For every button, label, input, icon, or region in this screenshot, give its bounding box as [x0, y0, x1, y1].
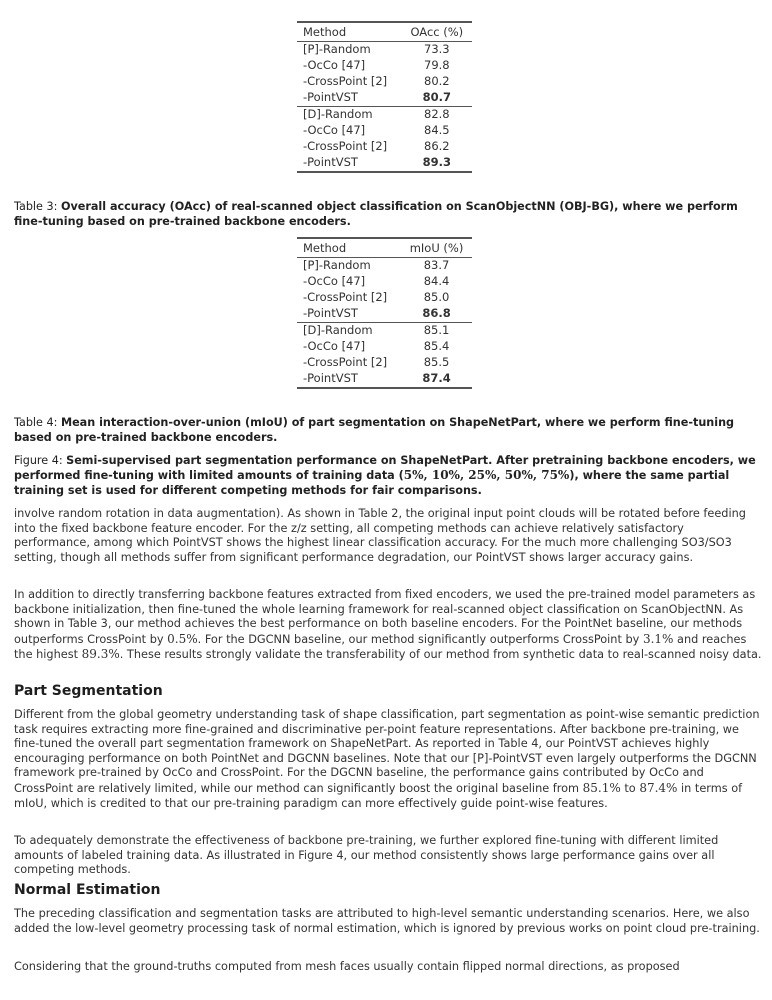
- table-row: [297, 123, 472, 139]
- math-value: 0.5%: [167, 631, 198, 646]
- table-row: [297, 355, 472, 371]
- caption-text-before: Semi-supervised part segmentation performance on ShapeNetPart. After pretraining backbone encoders, we performed fine-tuning with limited amounts of training data (: [14, 454, 756, 482]
- value-cell: 85.1: [401, 323, 472, 340]
- paragraph-text: . For the DGCNN baseline, our method significantly outperforms CrossPoint by: [197, 632, 643, 646]
- table-row: [297, 107, 472, 124]
- best-value-cell: 80.7: [422, 90, 451, 105]
- table-row: [297, 139, 472, 155]
- math-value: 89.3%: [81, 647, 120, 662]
- paragraph-text: to: [620, 781, 640, 795]
- paragraph: The preceding classification and segmentation tasks are attributed to high-level semantic understanding scenarios. Here, we also added the low-level geometry processing task of normal estimation, which is ignored by previous works on point cloud pre-training.: [14, 907, 760, 935]
- table-row: [297, 90, 472, 107]
- caption-text-after: ), where the same partial training set is used for different competing methods for fair comparisons.: [14, 469, 730, 497]
- math-value: 85.1%: [582, 780, 621, 795]
- method-cell: [D]-Random: [297, 107, 402, 124]
- value-cell: 83.7: [423, 258, 450, 273]
- paragraph: involve random rotation in data augmentation). As shown in Table 2, the original input point clouds will be rotated before feeding into the fixed backbone feature encoder. For the z/z setting, all competing methods can achieve relatively satisfactory performance, among which PointVST shows the highest linear classification accuracy. For the much more challenging SO3/SO3 setting, though all methods suffer from significant performance degradation, our PointVST shows larger accuracy gains.: [14, 507, 746, 564]
- method-cell: -CrossPoint [2]: [303, 74, 388, 89]
- best-value-cell: 87.4: [422, 371, 451, 386]
- paragraph: Considering that the ground-truths computed from mesh faces usually contain flipped normal directions, as proposed: [14, 960, 680, 973]
- method-cell: -PointVST: [303, 155, 358, 170]
- method-cell: -OcCo [47]: [303, 123, 366, 138]
- method-cell: -CrossPoint [2]: [303, 139, 388, 154]
- paragraph-text: Different from the global geometry understanding task of shape classification, part segmentation as point-wise semantic prediction task requires extracting more fine-grained and discriminative per-point feature representations. After backbone pre-training, we fine-tuned the overall part segmentation framework on ShapeNetPart. As reported in Table 4, our PointVST achieves highly encouraging performance on both PointNet and DGCNN baselines. Note that our [P]-PointVST even largely outperforms the DGCNN framework pre-trained by OcCo and CrossPoint. For the DGCNN baseline, the performance gains contributed by OcCo and CrossPoint are relatively limited, while our method can significantly boost the original baseline from: [14, 708, 760, 795]
- value-cell: 85.4: [423, 339, 450, 354]
- column-header-method: Method: [297, 238, 401, 258]
- math-value: 87.4%: [639, 780, 678, 795]
- column-header-miou: mIoU (%): [401, 238, 472, 258]
- caption-text: Overall accuracy (OAcc) of real-scanned object classification on ScanObjectNN (OBJ-BG), where we perform fine-tuning based on pre-trained backbone encoders.: [14, 200, 738, 228]
- table-row: [297, 155, 472, 172]
- caption-percentages: 5%, 10%, 25%, 50%, 75%: [403, 468, 570, 482]
- method-cell: -PointVST: [303, 371, 358, 386]
- column-header-oacc: OAcc (%): [402, 22, 472, 42]
- method-cell: -CrossPoint [2]: [303, 290, 388, 305]
- value-cell: 84.4: [423, 274, 450, 289]
- method-cell: -PointVST: [303, 90, 358, 105]
- table-row: [297, 258, 472, 275]
- caption-label: Table 4:: [14, 416, 61, 429]
- value-cell: 82.8: [402, 107, 472, 124]
- paragraph: [14, 588, 762, 663]
- table3-caption: [14, 199, 762, 229]
- paragraph-text: and reaches the highest: [14, 632, 747, 662]
- table-oacc: [297, 21, 472, 173]
- method-cell: -OcCo [47]: [303, 339, 366, 354]
- section-heading-normal-estimation: Normal Estimation: [14, 882, 161, 898]
- value-cell: 85.5: [423, 355, 450, 370]
- value-cell: 73.3: [424, 42, 450, 57]
- caption-label: Table 3:: [14, 200, 61, 213]
- table-miou: [297, 237, 472, 389]
- column-header-method: Method: [297, 22, 402, 42]
- paragraph-text: . These results strongly validate the transferability of our method from synthetic data to real-scanned noisy data.: [119, 648, 762, 662]
- table-header-row: [297, 238, 472, 258]
- method-cell: -OcCo [47]: [303, 58, 366, 73]
- paragraph-text: In addition to directly transferring backbone features extracted from fixed encoders, we used the pre-trained model parameters as backbone initialization, then fine-tuned the whole learning framework for real-scanned object classification on ScanObjectNN. As shown in Table 3, our method achieves the best performance on both baseline encoders. For the PointNet baseline, our methods outperforms CrossPoint by: [14, 588, 756, 646]
- figure4-caption: [14, 453, 762, 498]
- value-cell: 79.8: [424, 58, 450, 73]
- paragraph: [14, 708, 762, 811]
- best-value-cell: 89.3: [422, 155, 451, 170]
- caption-label: Figure 4:: [14, 454, 67, 467]
- math-value: 3.1%: [642, 631, 674, 646]
- method-cell: [D]-Random: [297, 323, 401, 340]
- paragraph-text: in terms of mIoU, which is credited to that our pre-training paradigm can more effectively guide point-wise features.: [14, 781, 743, 810]
- method-cell: -CrossPoint [2]: [303, 355, 388, 370]
- table-row: [297, 306, 472, 323]
- table-row: [297, 371, 472, 388]
- value-cell: 84.5: [424, 123, 450, 138]
- table-row: [297, 58, 472, 74]
- method-cell: -PointVST: [303, 306, 358, 321]
- paragraph: To adequately demonstrate the effectiveness of backbone pre-training, we further explored fine-tuning with different limited amounts of labeled training data. As illustrated in Figure 4, our method consistently shows large performance gains over all competing methods.: [14, 834, 719, 877]
- table-row: [297, 339, 472, 355]
- table-row: [297, 323, 472, 340]
- table-header-row: [297, 22, 472, 42]
- method-cell: -OcCo [47]: [303, 274, 366, 289]
- best-value-cell: 86.8: [422, 306, 451, 321]
- section-heading-part-segmentation: Part Segmentation: [14, 683, 163, 699]
- table4-caption: [14, 415, 762, 445]
- table-row: [297, 290, 472, 306]
- caption-text: [14, 454, 756, 497]
- value-cell: 80.2: [424, 74, 450, 89]
- value-cell: 85.0: [423, 290, 450, 305]
- method-cell: [P]-Random: [303, 258, 371, 273]
- value-cell: 86.2: [424, 139, 450, 154]
- table-row: [297, 74, 472, 90]
- table-row: [297, 274, 472, 290]
- table-row: [297, 42, 472, 59]
- caption-text: Mean interaction-over-union (mIoU) of part segmentation on ShapeNetPart, where we perform fine-tuning based on pre-trained backbone encoders.: [14, 416, 735, 444]
- method-cell: [P]-Random: [303, 42, 371, 57]
